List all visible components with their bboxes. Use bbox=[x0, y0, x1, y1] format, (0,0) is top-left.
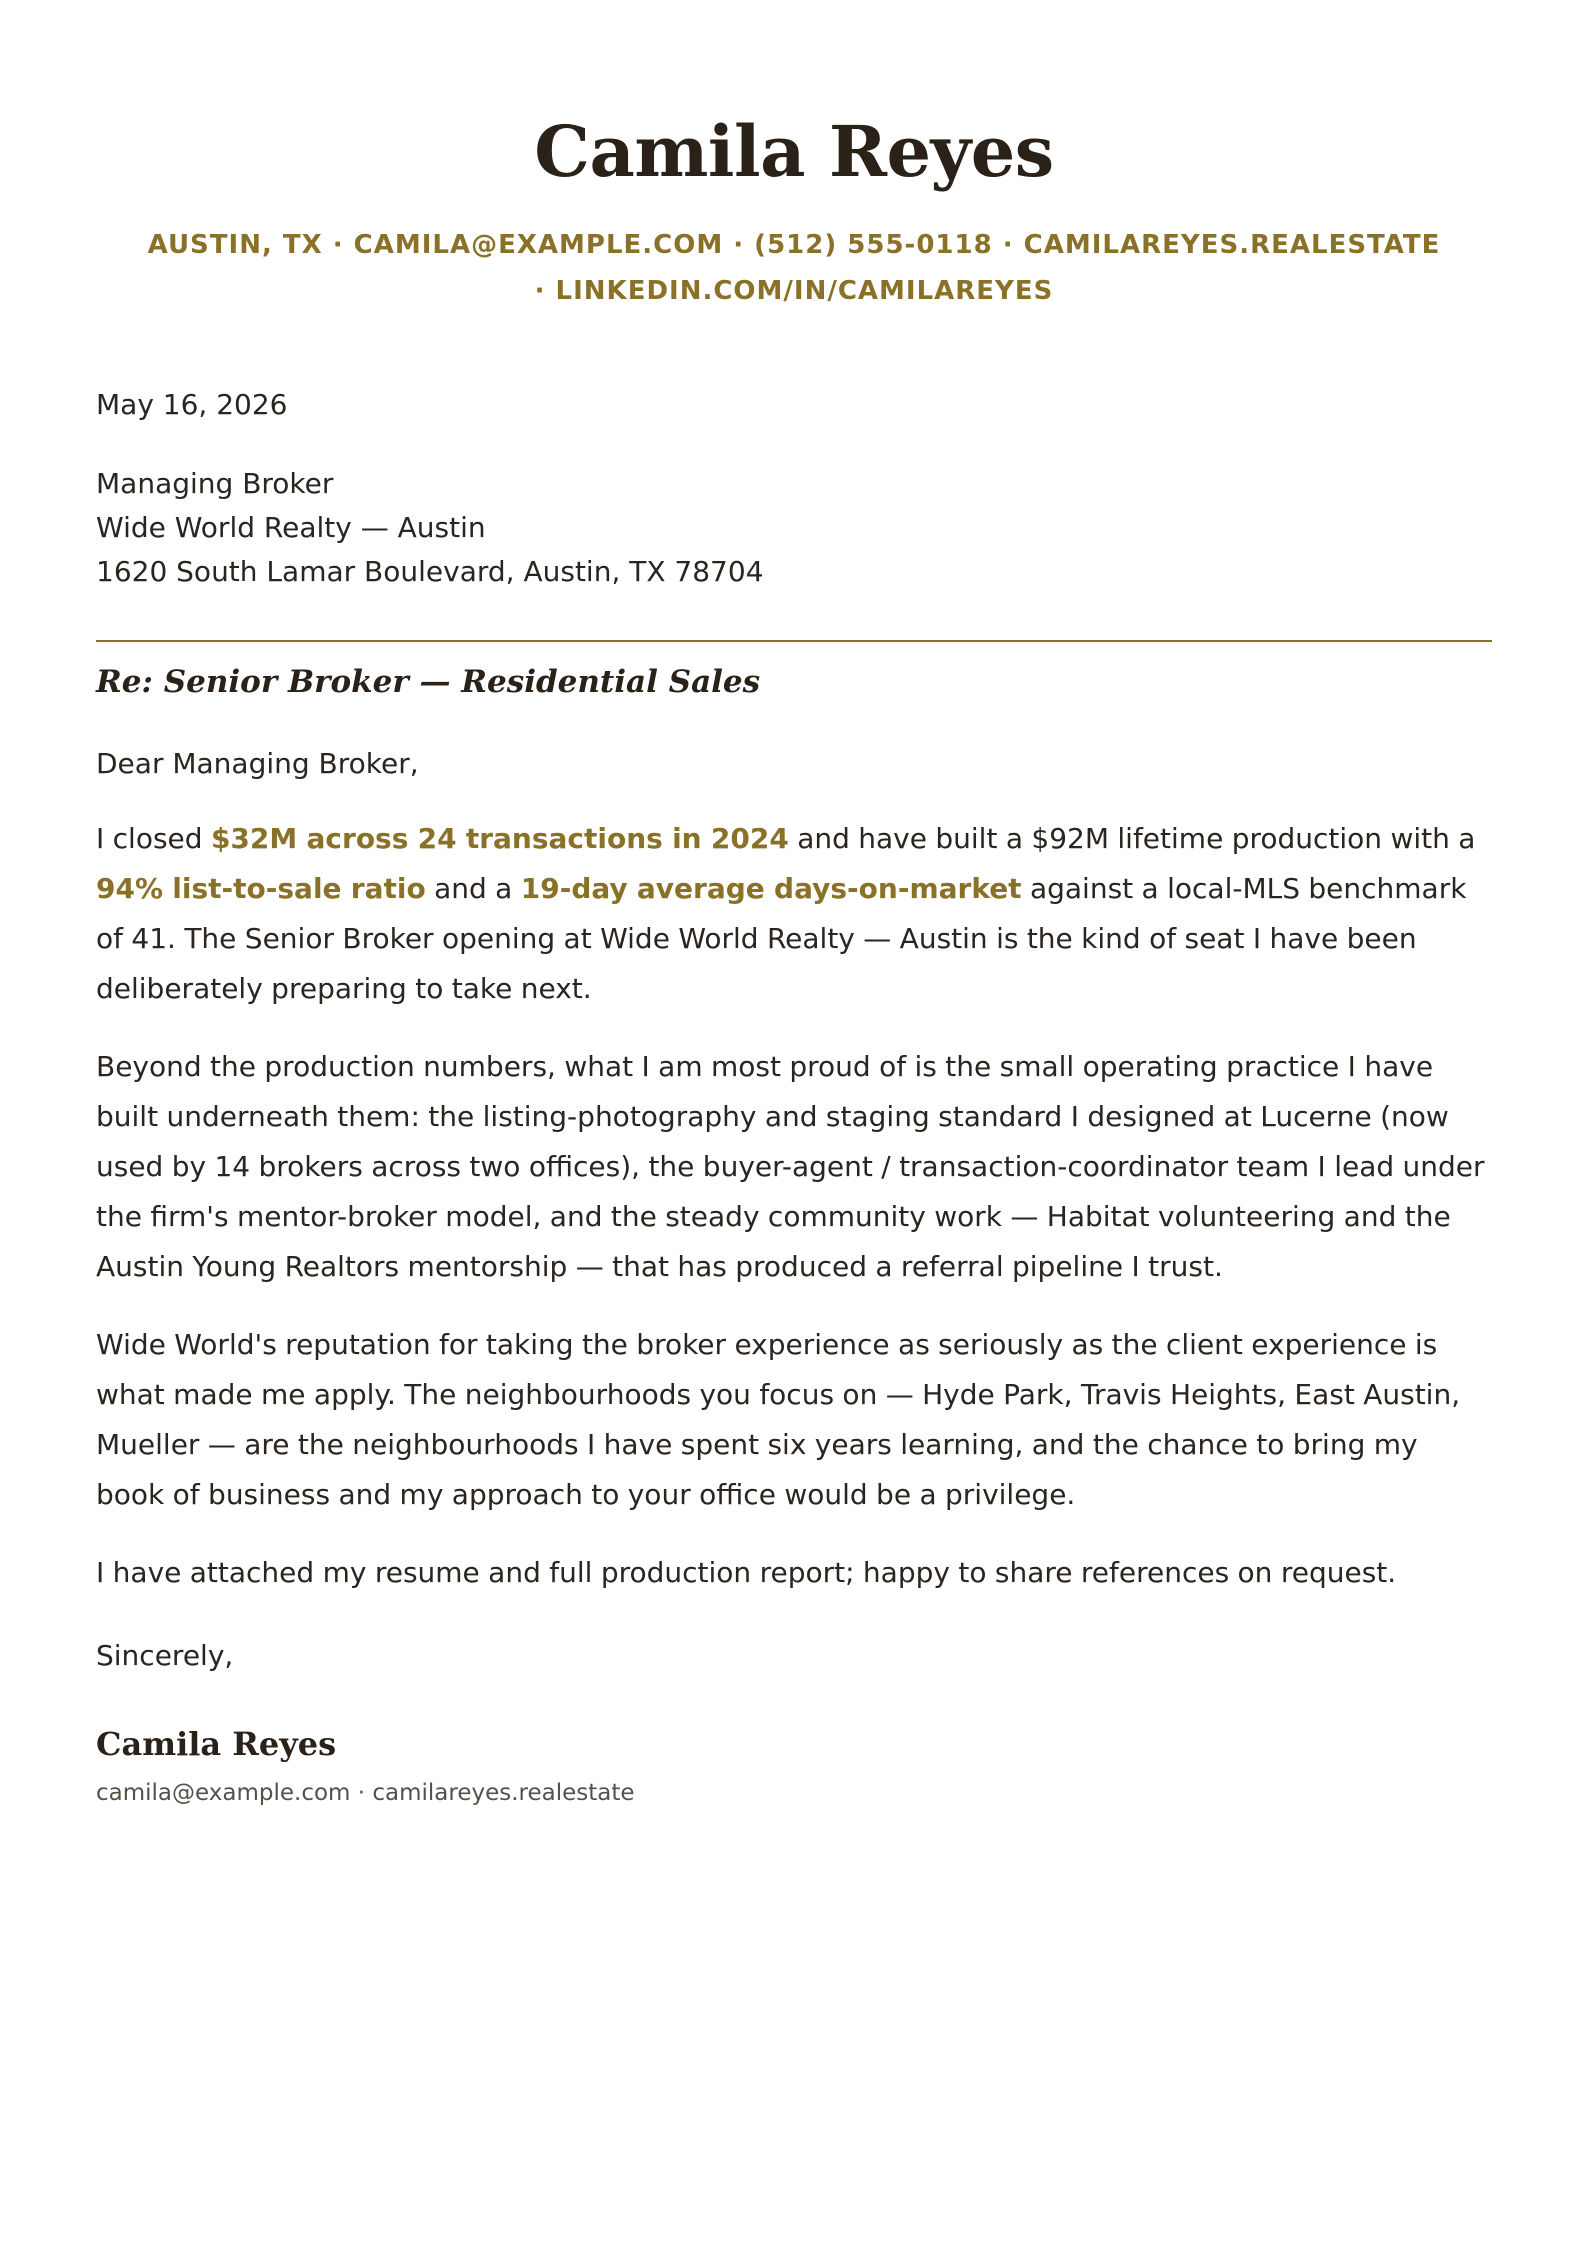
signature-name: Camila Reyes bbox=[96, 1725, 337, 1763]
recipient-company: Wide World Realty — Austin bbox=[96, 511, 486, 544]
paragraph-3: Wide World's reputation for taking the broker experience as seriously as the client experience is what made me apply. The neighbourhoods you focus on — Hyde Park, Travis Heights, East Austin, Mueller — are the neighbourhoods I have spent six years learning, and the chance to bring my book of business and my approach to your office would be a privilege. bbox=[96, 1328, 1461, 1511]
signature-contact: camila@example.com · camilareyes.realestate bbox=[96, 1780, 635, 1806]
subject-line: Re: Senior Broker — Residential Sales bbox=[96, 664, 761, 700]
closing: Sincerely, bbox=[96, 1639, 234, 1672]
highlight-list-to-sale: 94% list-to-sale ratio bbox=[96, 872, 426, 905]
highlight-days-on-market: 19-day average days-on-market bbox=[520, 872, 1022, 905]
p1-text-3: and a bbox=[425, 872, 521, 905]
letter-date: May 16, 2026 bbox=[96, 388, 288, 421]
p1-text-2: and have built a $92M lifetime production with a bbox=[788, 822, 1476, 855]
contact-line: AUSTIN, TX · CAMILA@EXAMPLE.COM · (512) 555-0118 · CAMILAREYES.REALESTATE · LINKEDIN.COM/IN/CAMILAREYES bbox=[147, 230, 1441, 306]
divider-rule bbox=[96, 640, 1492, 642]
letter-header bbox=[96, 0, 1492, 314]
recipient-block bbox=[96, 462, 1492, 594]
salutation: Dear Managing Broker, bbox=[96, 747, 419, 780]
highlight-production: $32M across 24 transactions in 2024 bbox=[210, 822, 789, 855]
paragraph-2: Beyond the production numbers, what I am most proud of is the small operating practice I have built underneath them: the listing-photography and staging standard I designed at Lucerne (now used by 14 brokers across two offices), the buyer-agent / transaction-coordinator team I lead under the firm's mentor-broker model, and the steady community work — Habitat volunteering and the Austin Young Realtors mentorship — that has produced a referral pipeline I trust. bbox=[96, 1050, 1485, 1283]
paragraph-1 bbox=[96, 814, 1492, 1014]
p1-text-4: against a local-MLS benchmark of 41. The Senior Broker opening at Wide World Realty — Austin is the kind of seat I have been deliberately preparing to take next. bbox=[96, 872, 1467, 1005]
recipient-title: Managing Broker bbox=[96, 467, 334, 500]
p1-text-1: I closed bbox=[96, 822, 211, 855]
applicant-name: Camila Reyes bbox=[534, 110, 1054, 193]
recipient-address: 1620 South Lamar Boulevard, Austin, TX 78704 bbox=[96, 555, 764, 588]
paragraph-4: I have attached my resume and full production report; happy to share references on request. bbox=[96, 1556, 1397, 1589]
